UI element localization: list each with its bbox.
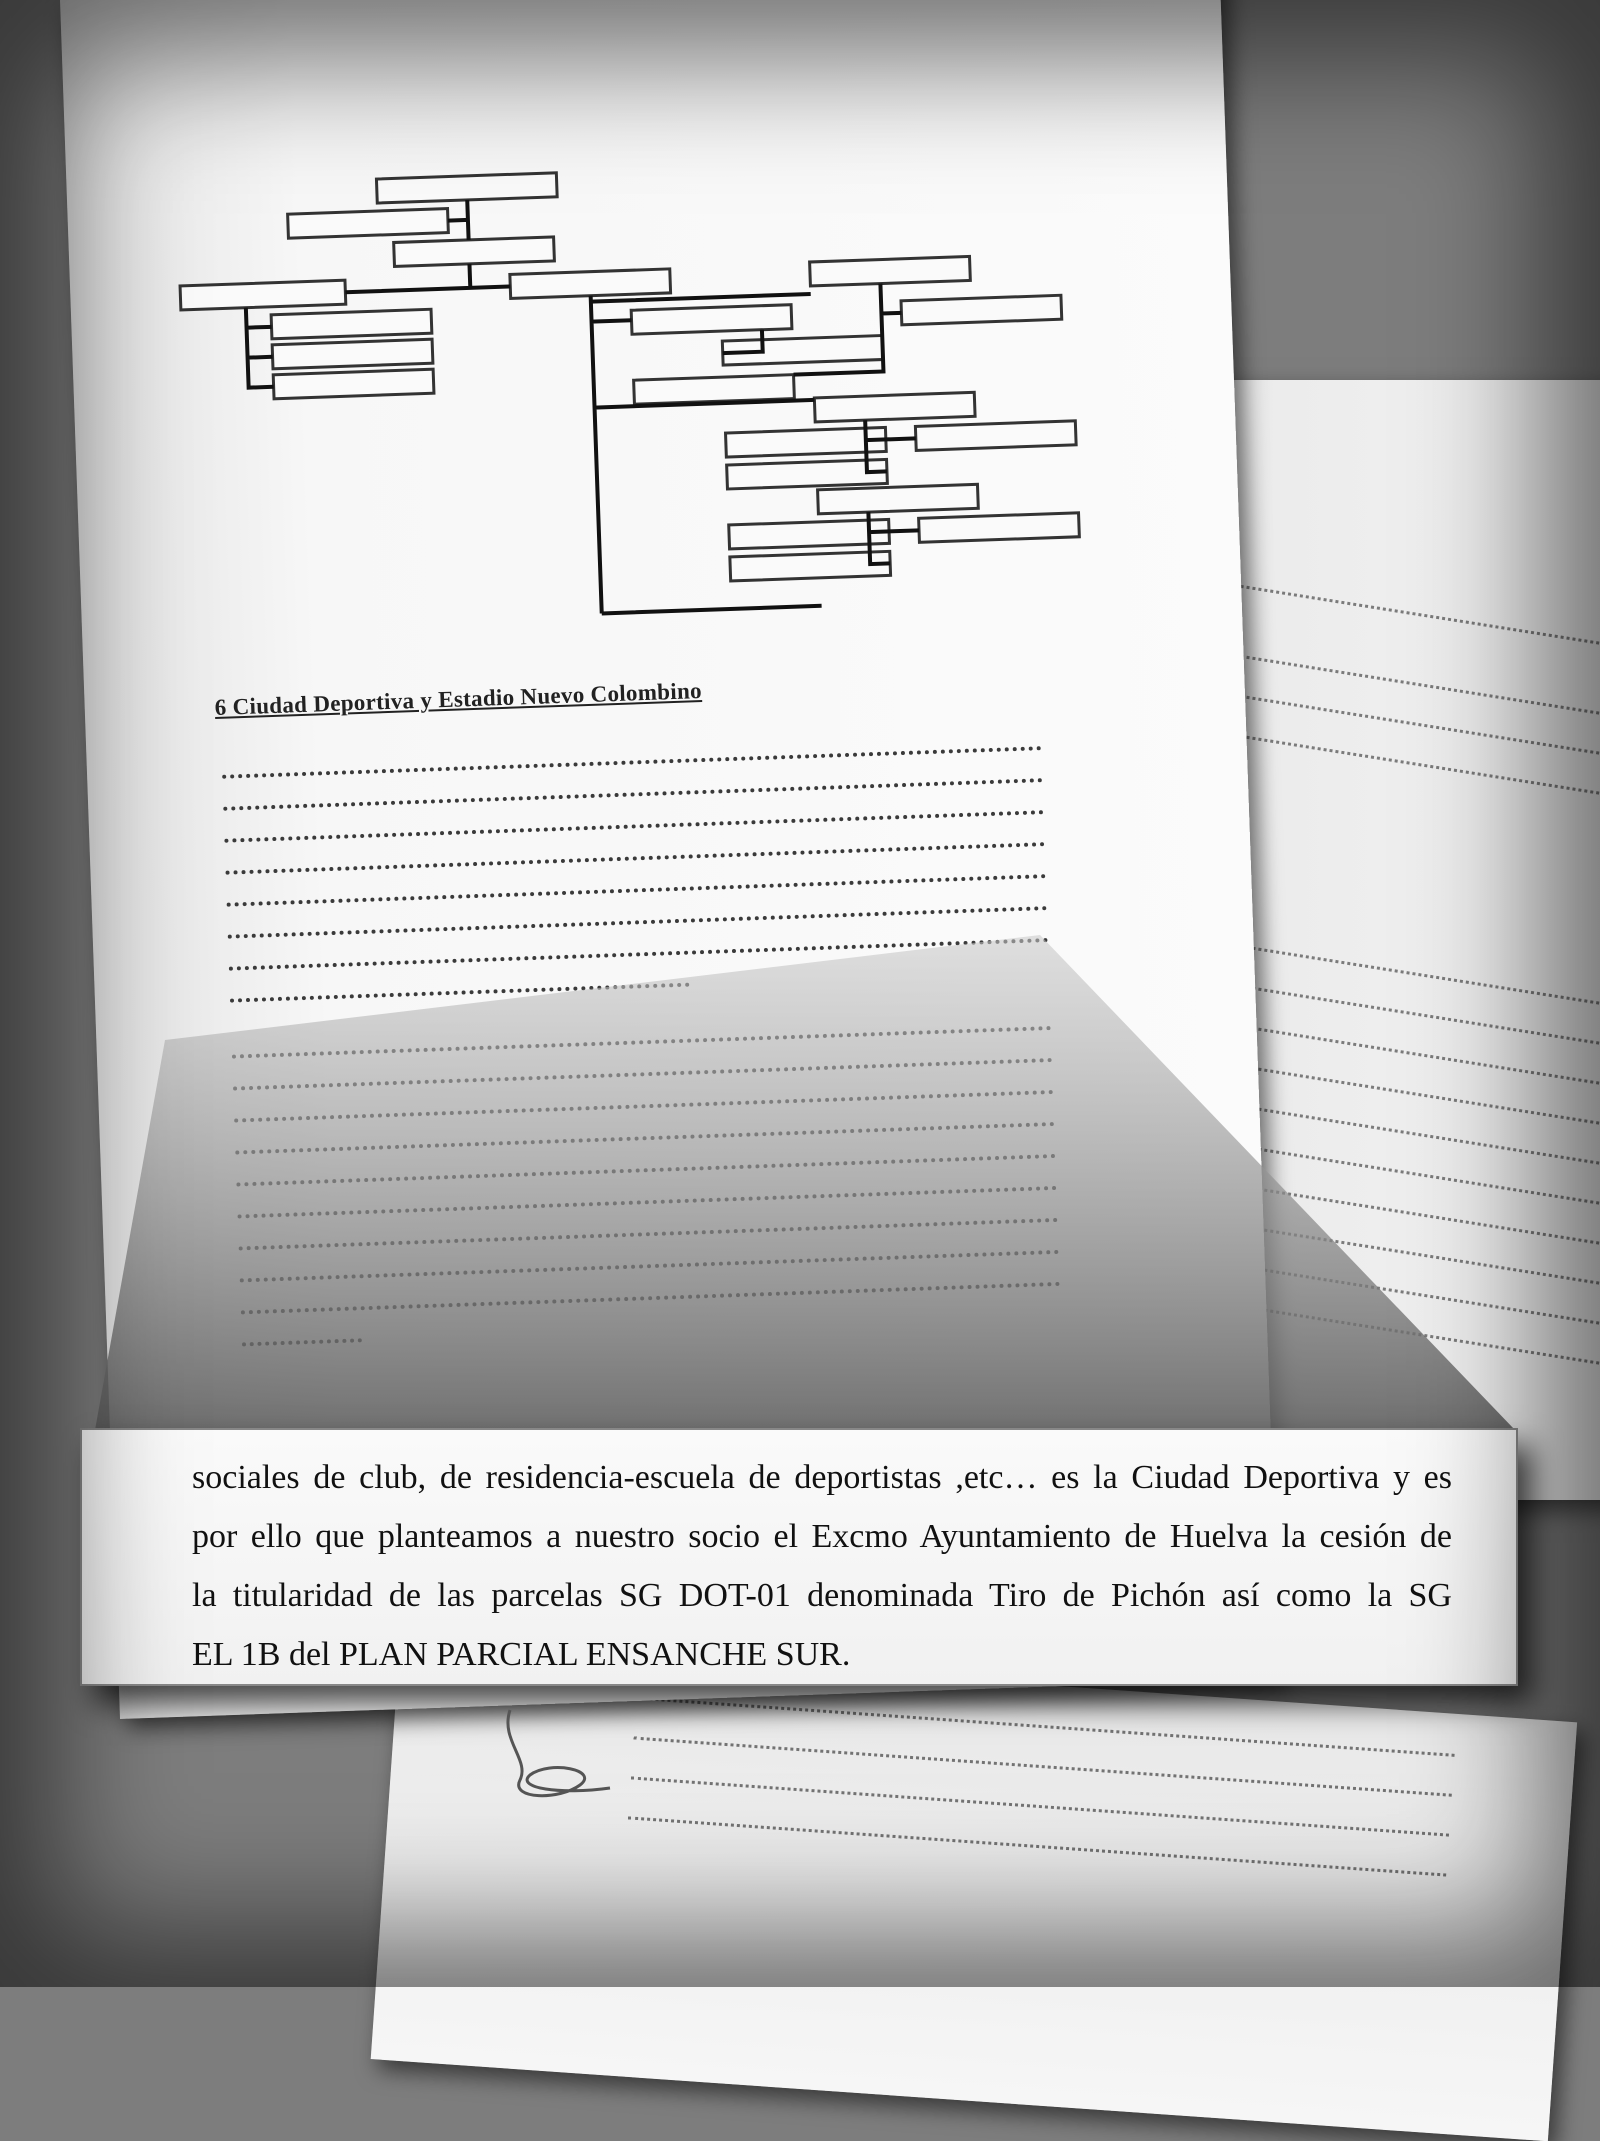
signature <box>490 1700 640 1810</box>
text-line <box>1210 1260 1600 1329</box>
text-line <box>232 1026 1052 1059</box>
text-line <box>241 1282 1061 1315</box>
text-line <box>1210 580 1600 649</box>
text-line <box>239 1218 1059 1251</box>
section-heading: 6 Ciudad Deportiva y Estadio Nuevo Colombino <box>214 678 703 721</box>
text-line <box>235 1122 1055 1155</box>
text-line <box>1210 1180 1600 1249</box>
text-line <box>1210 730 1600 799</box>
text-line <box>222 746 1042 779</box>
text-line <box>242 1338 362 1346</box>
magnified-line: por ello que planteamos a nuestro socio el Excmo Ayuntamiento de Huelva la cesión de <box>192 1518 1452 1555</box>
text-line <box>228 906 1048 939</box>
text-line <box>224 810 1044 843</box>
text-line <box>1210 1300 1600 1369</box>
text-line <box>227 874 1047 907</box>
text-line <box>1210 1140 1600 1209</box>
text-line <box>229 938 1049 971</box>
magnified-line: la titularidad de las parcelas SG DOT-01 denominada Tiro de Pichón así como la SG <box>192 1577 1452 1614</box>
magnified-excerpt <box>80 1428 1518 1686</box>
text-line <box>225 842 1045 875</box>
text-line <box>1210 1100 1600 1169</box>
text-line <box>233 1058 1053 1091</box>
magnified-line: sociales de club, de residencia-escuela de deportistas ,etc… es la Ciudad Deportiva y es <box>192 1459 1452 1496</box>
text-line <box>1210 650 1600 719</box>
text-line <box>236 1154 1056 1187</box>
text-line <box>1210 1020 1600 1089</box>
text-line <box>240 1250 1060 1283</box>
text-line <box>1210 980 1600 1049</box>
text-line <box>1210 940 1600 1009</box>
text-line <box>230 983 690 1003</box>
text-line <box>234 1090 1054 1123</box>
org-chart-diagram <box>156 132 1174 687</box>
text-line <box>1210 1220 1600 1289</box>
text-line <box>237 1186 1057 1219</box>
text-line <box>1210 690 1600 759</box>
text-line <box>1210 1060 1600 1129</box>
magnified-line: EL 1B del PLAN PARCIAL ENSANCHE SUR. <box>192 1636 851 1673</box>
text-line <box>223 778 1043 811</box>
